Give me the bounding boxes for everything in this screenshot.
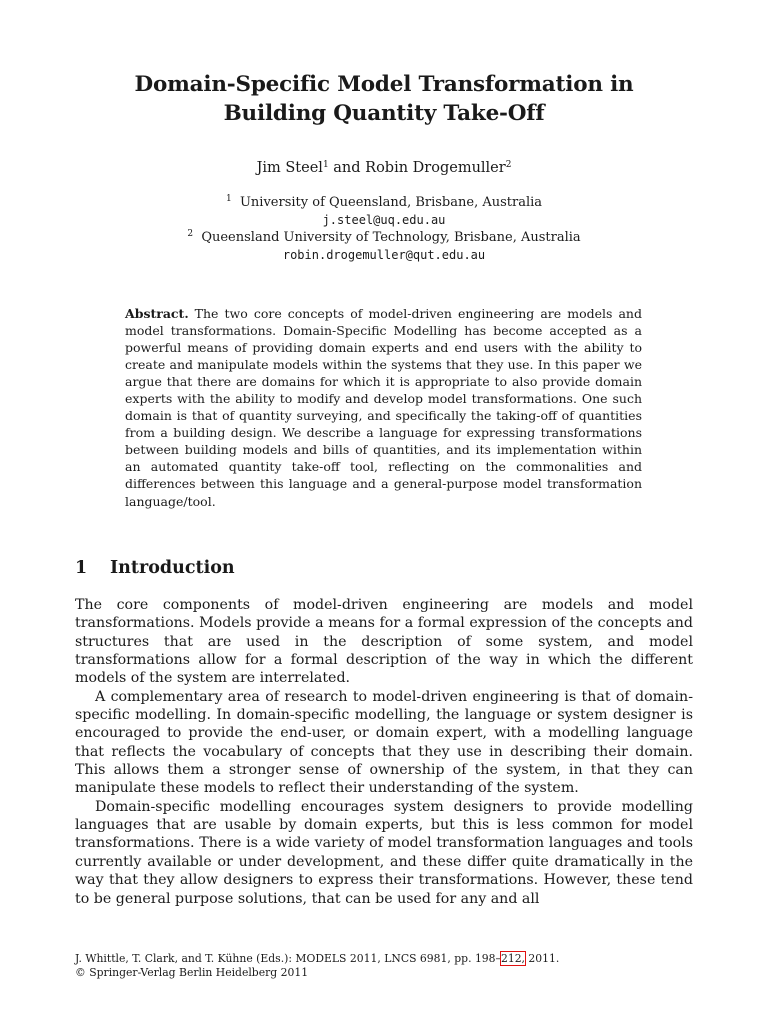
author-name: Robin Drogemuller (365, 160, 506, 176)
paragraph: The core components of model-driven engineering are models and model transformations. Models provide a means for a formal expression of the concepts and structures that are used in the description of some system, and model transformations allow for a formal description of the way in which the different models of the system are interrelated. (75, 597, 693, 687)
author-list (0, 160, 768, 176)
affiliation-institution (0, 229, 768, 247)
title-line-1: Domain-Specific Model Transformation in (134, 72, 634, 97)
paragraph: A complementary area of research to model-driven engineering is that of domain-specific modelling. In domain-specific modelling, the language or system designer is encouraged to provide the end-user, or domain expert, with a modelling language that reflects the vocabulary of concepts that they use in describing their domain. This allows them a stronger sense of ownership of the system, in that they can manipulate these models to reflect their understanding of the system. (75, 688, 693, 797)
affiliation-mark: 1 (225, 194, 232, 204)
footer (75, 952, 695, 980)
affiliations (0, 194, 768, 264)
affiliation-mark: 1 (322, 160, 329, 170)
institution-name: Queensland University of Technology, Brisbane, Australia (201, 230, 581, 245)
affiliation-mark: 2 (187, 229, 194, 239)
affiliation-mark: 2 (505, 160, 512, 170)
citation-year: 2011. (525, 952, 560, 965)
paper-title (0, 70, 768, 128)
paragraph: Domain-specific modelling encourages system designers to provide modelling languages that are usable by domain experts, but this is less common for model transformations. There is a wide variety of model transformation languages and tools currently available or under development, and these differ quite dramatically in the way that they allow designers to express their transformations. However, these tend to be general purpose solutions, that can be used for any and all (75, 798, 693, 907)
abstract-text: The two core concepts of model-driven engineering are models and model transformations. Domain-Specific Modelling has become accepted as a powerful means of providing domain experts and end users with the ability to create and manipulate models within the systems that they use. In this paper we argue that there are domains for which it is appropriate to also provide domain experts with the ability to modify and develop model transformations. One such domain is that of quantity surveying, and specifically the taking-off of quantities from a building design. We describe a language for expressing transformations between building models and bills of quantities, and its implementation within an automated quantity take-off tool, reflecting on the commonalities and differences between this language and a general-purpose model transformation language/tool. (125, 306, 642, 509)
email-address[interactable]: j.steel@uq.edu.au (322, 212, 446, 227)
title-line-2: Building Quantity Take-Off (223, 101, 545, 126)
author-conjunction: and (328, 160, 366, 176)
email-address[interactable]: robin.drogemuller@qut.edu.au (282, 247, 486, 262)
affiliation-institution (0, 194, 768, 212)
citation-text: J. Whittle, T. Clark, and T. Kühne (Eds.): MODELS 2011, LNCS 6981, pp. 198– (75, 952, 501, 965)
copyright-line: © Springer-Verlag Berlin Heidelberg 2011 (75, 966, 309, 979)
author-name: Jim Steel (256, 160, 323, 176)
abstract-label: Abstract. (125, 306, 189, 321)
abstract (125, 305, 642, 510)
body-text (75, 596, 693, 908)
section-heading (75, 558, 235, 578)
citation-line (75, 952, 695, 966)
section-title: Introduction (110, 558, 235, 578)
section-number: 1 (75, 558, 88, 578)
institution-name: University of Queensland, Brisbane, Australia (239, 195, 543, 210)
page-range-link[interactable]: 212, (500, 952, 525, 965)
